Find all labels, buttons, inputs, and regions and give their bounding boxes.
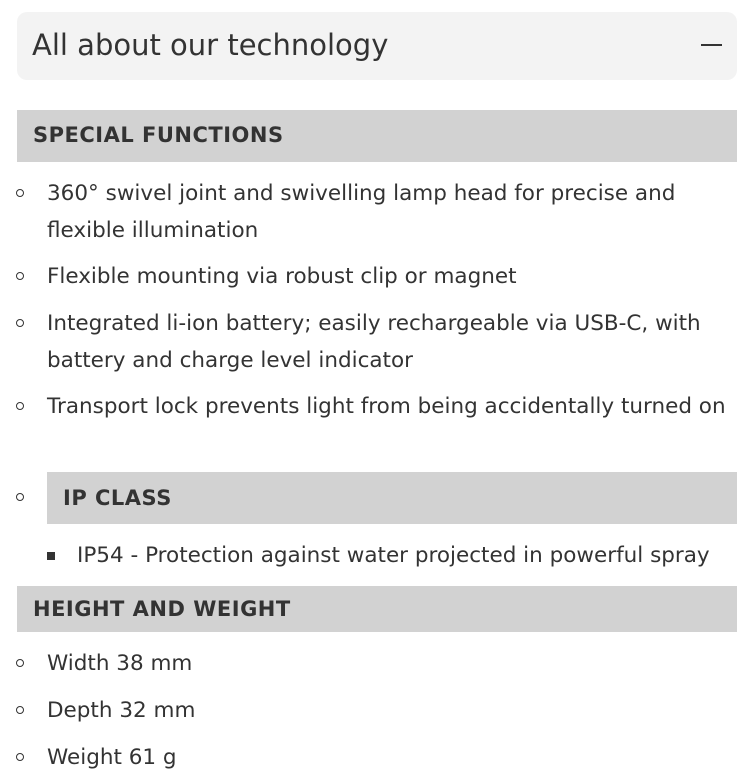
accordion-title: All about our technology — [32, 28, 389, 62]
list-item: Weight 61 g — [47, 745, 177, 770]
minus-icon[interactable] — [701, 44, 722, 46]
list-item: Transport lock prevents light from being accidentally turned on — [47, 394, 726, 419]
list-bullet-icon — [16, 272, 24, 280]
list-bullet-icon — [16, 319, 24, 327]
list-bullet-icon — [16, 659, 24, 667]
ip-class-item: IP54 - Protection against water projected in powerful spray — [77, 543, 710, 568]
ip-class-heading: IP CLASS — [47, 472, 737, 524]
height-weight-heading: HEIGHT AND WEIGHT — [17, 586, 737, 632]
special-functions-heading: SPECIAL FUNCTIONS — [17, 110, 737, 162]
list-bullet-icon — [16, 493, 24, 501]
square-bullet-icon — [47, 552, 55, 560]
technology-accordion-header[interactable] — [17, 12, 737, 80]
list-bullet-icon — [16, 189, 24, 197]
list-item: Depth 32 mm — [47, 698, 196, 723]
list-item: Flexible mounting via robust clip or magnet — [47, 264, 517, 289]
list-item: 360° swivel joint and swivelling lamp head for precise and flexible illumination — [47, 181, 676, 243]
list-bullet-icon — [16, 753, 24, 761]
list-item: Integrated li-ion battery; easily rechargeable via USB-C, with battery and charge level indicator — [47, 311, 701, 373]
list-bullet-icon — [16, 706, 24, 714]
list-bullet-icon — [16, 402, 24, 410]
list-item: Width 38 mm — [47, 651, 193, 676]
